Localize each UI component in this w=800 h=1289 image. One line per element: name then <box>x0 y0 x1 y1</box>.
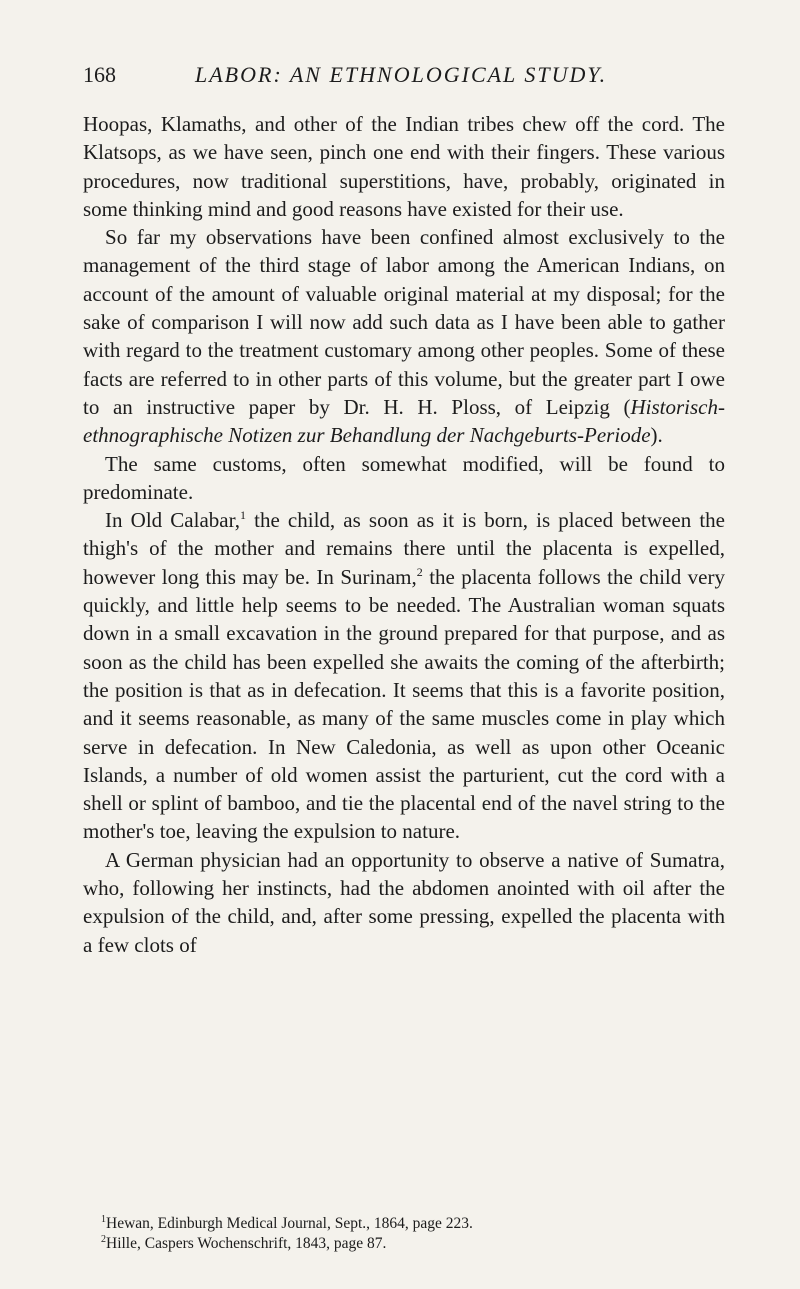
footnote-mark: 1 <box>101 1213 106 1225</box>
page-number: 168 <box>83 62 116 87</box>
paragraph: The same customs, often somewhat modified, will be found to predominate. <box>83 451 725 504</box>
paragraph: A German physician had an opportunity to observe a native of Sumatra, who, following her instincts, had the abdomen anointed with oil after the expulsion of the child, and, after some pressing, expelled the placenta with a few clots of <box>83 847 725 957</box>
footnote <box>101 1234 726 1254</box>
paragraph-text: the child, as soon as it is born, is placed between the thigh's of the mother and remains there until the placenta is expelled, however long this may be. In Surinam, <box>83 508 725 589</box>
paragraph-text: In Old Calabar, <box>105 508 241 533</box>
paragraph-text: the placenta follows the child very quickly, and little help seems to be needed. The Australian woman squats down in a small excavation in the ground prepared for that purpose, and as soon as the child has been expelled she awaits the coming of the afterbirth; the position is that as in defecation. It seems that this is a favorite position, and it seems reasonable, as many of the same muscles come in play which serve in defecation. In New Caledonia, as well as upon other Oceanic Islands, a number of old women assist the parturient, cut the cord with a shell or splint of bamboo, and tie the placental end of the navel string to the mother's toe, leaving the expulsion to nature. <box>83 564 725 844</box>
running-head <box>83 62 723 94</box>
footnote-text: Hewan, Edinburgh Medical Journal, Sept., 1864, page 223. <box>106 1215 473 1232</box>
cited-title: Historisch-ethnographische Notizen zur Behandlung der Nachgeburts-Periode <box>83 394 725 448</box>
footnote-text: Hille, Caspers Wochenschrift, 1843, page 87. <box>106 1235 387 1252</box>
paragraph-text: So far my observations have been confined almost exclusively to the management of the third stage of labor among the American Indians, on account of the amount of valuable original material at my disposal; for the sake of comparison I will now add such data as I have been able to gather with regard to the treatment customary among other peoples. Some of these facts are referred to in other parts of this volume, but the greater part I owe to an instructive paper by Dr. H. H. Ploss, of Leipzig ( <box>83 225 725 419</box>
body-text <box>83 110 725 959</box>
running-title: LABOR: AN ETHNOLOGICAL STUDY. <box>195 62 608 87</box>
footnote-mark: 2 <box>101 1233 106 1245</box>
footnote-reference: 1 <box>240 508 247 523</box>
paragraph <box>83 506 725 846</box>
footnote <box>101 1214 726 1234</box>
paragraph-text: ). <box>650 423 663 448</box>
footnote-reference: 2 <box>416 564 423 579</box>
paragraph: Hoopas, Klamaths, and other of the Indian tribes chew off the cord. The Klatsops, as we have seen, pinch one end with their fingers. These various procedures, now traditional superstitions, have, probably, originated in some thinking mind and good reasons have existed for their use. <box>83 112 725 221</box>
footnotes <box>101 1214 726 1254</box>
paragraph <box>83 223 725 449</box>
